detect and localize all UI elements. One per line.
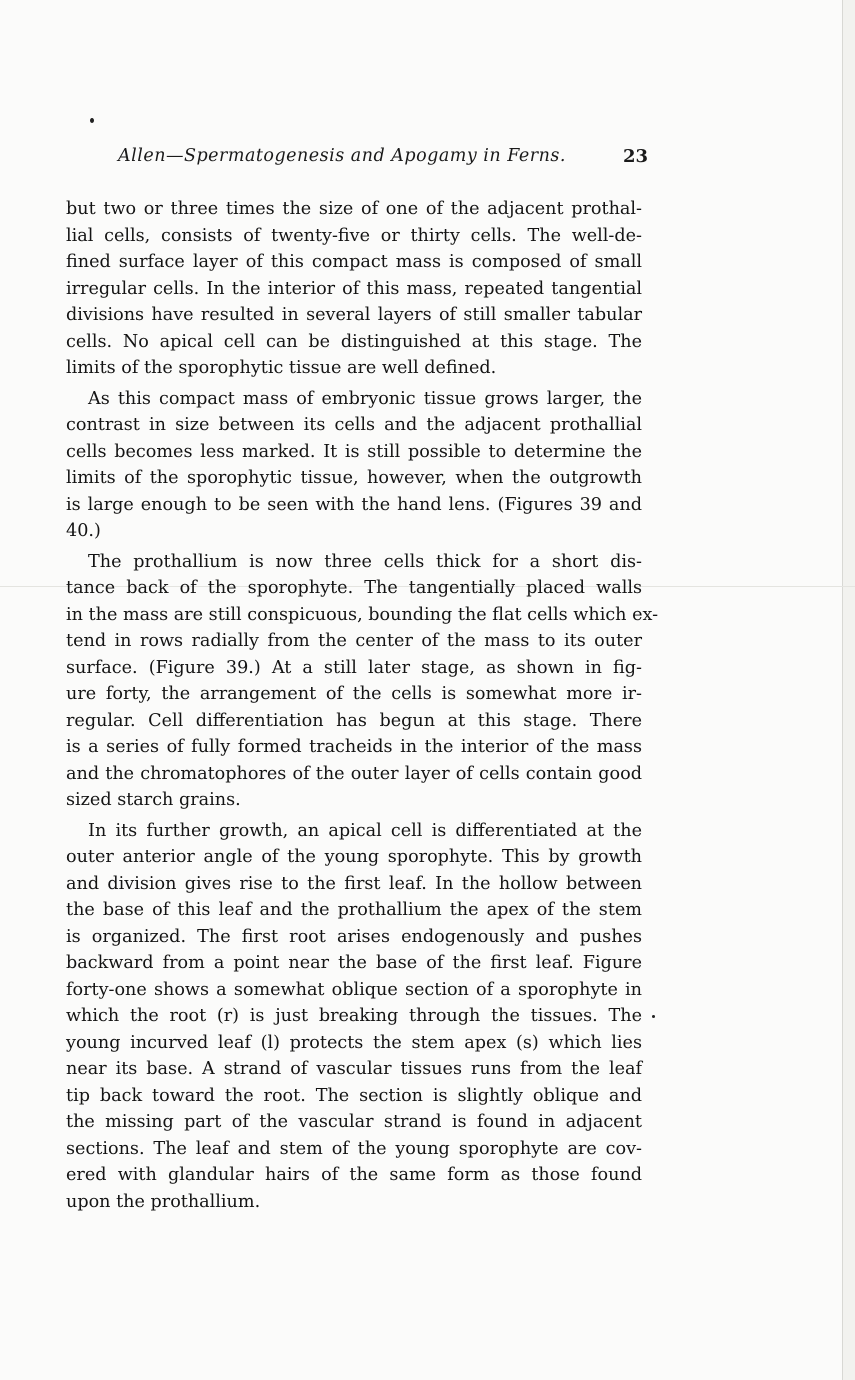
text-line: is organized. The first root arises endogenously and pushes: [66, 926, 642, 947]
text-line: In its further growth, an apical cell is differentiated at the: [88, 820, 642, 841]
text-line: and division gives rise to the first leaf. In the hollow between: [66, 873, 642, 894]
text-line: tip back toward the root. The section is slightly oblique and: [66, 1085, 642, 1106]
text-line: the base of this leaf and the prothallium the apex of the stem: [66, 900, 642, 920]
page-number: 23: [622, 146, 648, 167]
text-line: backward from a point near the base of the first leaf. Figure: [66, 953, 642, 973]
text-line: which the root (r) is just breaking through the tissues. The: [66, 1006, 642, 1026]
text-line: lial cells, consists of twenty-five or thirty cells. The well-de-: [66, 225, 642, 246]
text-line: limits of the sporophytic tissue, however, when the outgrowth: [66, 468, 642, 488]
text-line: cells becomes less marked. It is still possible to determine the: [66, 441, 642, 462]
text-line: irregular cells. In the interior of this mass, repeated tangential: [66, 278, 642, 299]
text-line: cells. No apical cell can be distinguished at this stage. The: [66, 331, 642, 352]
text-line: upon the prothallium.: [66, 1191, 261, 1212]
paragraph: [66, 196, 642, 382]
text-line: tend in rows radially from the center of the mass to its outer: [66, 631, 642, 651]
text-line: the missing part of the vascular strand is found in adjacent: [66, 1112, 642, 1132]
text-line: in the mass are still conspicuous, bounding the flat cells which ex-: [66, 604, 659, 625]
page-header: [118, 146, 648, 176]
text-line: forty-one shows a somewhat oblique section of a sporophyte in: [66, 979, 642, 1000]
text-line: ered with glandular hairs of the same form as those found: [66, 1165, 642, 1185]
running-head: Allen—Spermatogenesis and Apogamy in Ferns.: [118, 146, 566, 166]
ink-speck: [652, 1015, 655, 1018]
ink-speck: [90, 118, 94, 123]
text-line: but two or three times the size of one of the adjacent prothal-: [66, 199, 642, 219]
text-line: contrast in size between its cells and the adjacent prothallial: [66, 415, 642, 435]
text-line: regular. Cell differentiation has begun at this stage. There: [66, 710, 642, 731]
text-line: is a series of fully formed tracheids in the interior of the mass: [66, 737, 642, 757]
text-line: divisions have resulted in several layers of still smaller tabular: [66, 305, 642, 325]
paragraph: [66, 549, 659, 814]
text-line: near its base. A strand of vascular tissues runs from the leaf: [66, 1059, 642, 1079]
text-line: outer anterior angle of the young sporophyte. This by growth: [66, 847, 642, 867]
body-text: [66, 196, 659, 1219]
text-line: sized starch grains.: [66, 790, 241, 810]
text-line: The prothallium is now three cells thick for a short dis-: [88, 551, 642, 572]
text-line: surface. (Figure 39.) At a still later stage, as shown in fig-: [66, 657, 642, 678]
text-line: ure forty, the arrangement of the cells is somewhat more ir-: [66, 684, 642, 704]
text-line: 40.): [66, 521, 101, 541]
text-line: limits of the sporophytic tissue are well defined.: [66, 358, 497, 378]
text-line: is large enough to be seen with the hand lens. (Figures 39 and: [66, 494, 642, 515]
page-edge: [842, 0, 855, 1380]
text-line: tance back of the sporophyte. The tangentially placed walls: [66, 578, 642, 598]
text-line: fined surface layer of this compact mass is composed of small: [66, 252, 642, 272]
paragraph: [66, 818, 642, 1216]
text-line: sections. The leaf and stem of the young sporophyte are cov-: [66, 1138, 642, 1159]
paragraph: [66, 386, 642, 545]
text-line: As this compact mass of embryonic tissue grows larger, the: [88, 388, 642, 409]
text-line: and the chromatophores of the outer layer of cells contain good: [66, 763, 642, 784]
text-line: young incurved leaf (l) protects the stem apex (s) which lies: [66, 1032, 642, 1053]
